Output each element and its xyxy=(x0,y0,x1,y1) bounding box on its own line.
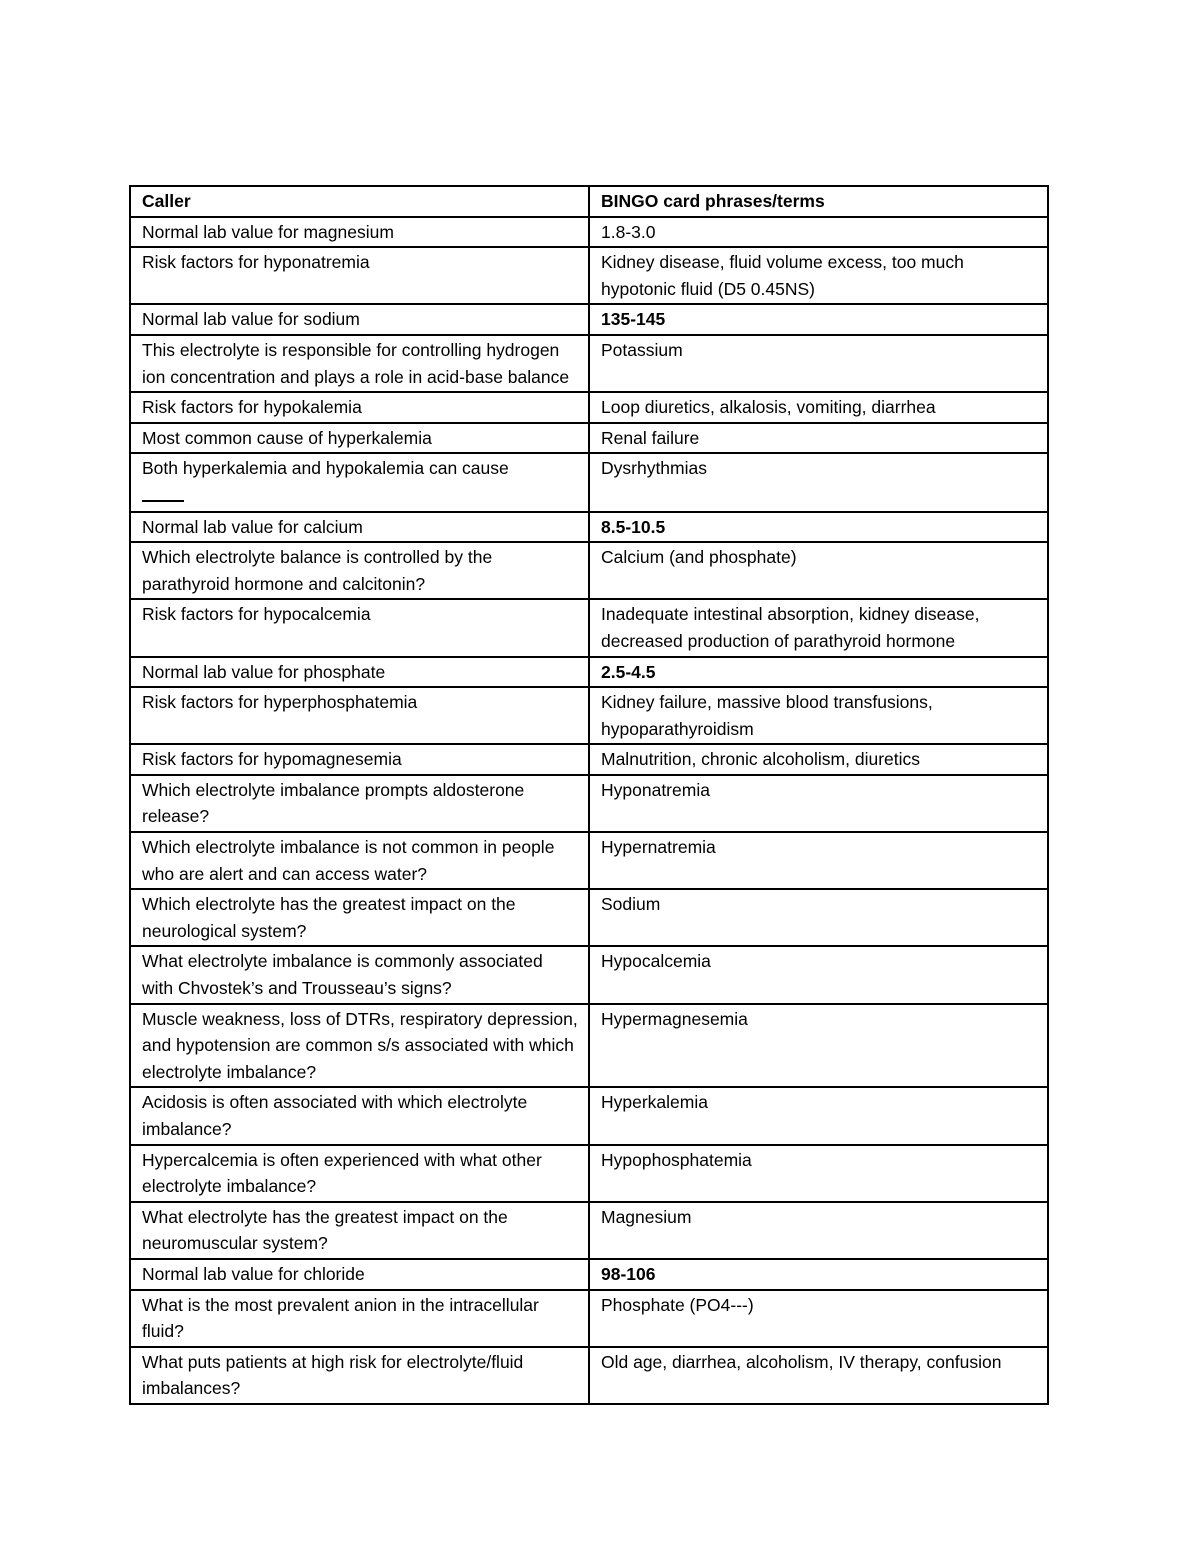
term-cell: Kidney disease, fluid volume excess, too much hypotonic fluid (D5 0.45NS) xyxy=(589,247,1048,304)
caller-cell: Normal lab value for magnesium xyxy=(130,217,589,248)
table-row xyxy=(130,247,1048,304)
table-row xyxy=(130,512,1048,543)
table-row xyxy=(130,542,1048,599)
term-cell: Hypernatremia xyxy=(589,832,1048,889)
table-row xyxy=(130,1290,1048,1347)
table-row xyxy=(130,335,1048,392)
caller-cell: What electrolyte has the greatest impact on the neuromuscular system? xyxy=(130,1202,589,1259)
table-row xyxy=(130,832,1048,889)
bingo-table xyxy=(129,185,1049,1405)
caller-cell: Hypercalcemia is often experienced with what other electrolyte imbalance? xyxy=(130,1145,589,1202)
caller-cell: Risk factors for hypocalcemia xyxy=(130,599,589,656)
term-cell: Phosphate (PO4---) xyxy=(589,1290,1048,1347)
table-row xyxy=(130,1145,1048,1202)
header-caller: Caller xyxy=(130,186,589,217)
term-cell: Sodium xyxy=(589,889,1048,946)
term-cell: Potassium xyxy=(589,335,1048,392)
table-row xyxy=(130,744,1048,775)
table-row xyxy=(130,657,1048,688)
caller-cell: Which electrolyte imbalance is not common in people who are alert and can access water? xyxy=(130,832,589,889)
term-cell: Old age, diarrhea, alcoholism, IV therapy, confusion xyxy=(589,1347,1048,1404)
table-header-row xyxy=(130,186,1048,217)
term-cell: Hypophosphatemia xyxy=(589,1145,1048,1202)
term-cell: Hypocalcemia xyxy=(589,946,1048,1003)
term-cell: Hyperkalemia xyxy=(589,1087,1048,1144)
term-cell: Hypermagnesemia xyxy=(589,1004,1048,1088)
table-row xyxy=(130,889,1048,946)
table-row xyxy=(130,304,1048,335)
table-row xyxy=(130,775,1048,832)
term-cell: 135-145 xyxy=(589,304,1048,335)
table-row xyxy=(130,423,1048,454)
caller-cell: Normal lab value for sodium xyxy=(130,304,589,335)
caller-cell: What electrolyte imbalance is commonly associated with Chvostek’s and Trousseau’s signs? xyxy=(130,946,589,1003)
caller-cell: Muscle weakness, loss of DTRs, respiratory depression, and hypotension are common s/s associated with which electrolyte imbalance? xyxy=(130,1004,589,1088)
table-row xyxy=(130,453,1048,511)
caller-cell: This electrolyte is responsible for controlling hydrogen ion concentration and plays a role in acid-base balance xyxy=(130,335,589,392)
caller-cell: What puts patients at high risk for electrolyte/fluid imbalances? xyxy=(130,1347,589,1404)
fill-in-blank xyxy=(142,482,184,502)
term-cell: Dysrhythmias xyxy=(589,453,1048,511)
term-cell: Magnesium xyxy=(589,1202,1048,1259)
caller-cell: Which electrolyte has the greatest impact on the neurological system? xyxy=(130,889,589,946)
caller-cell: Which electrolyte imbalance prompts aldosterone release? xyxy=(130,775,589,832)
table-row xyxy=(130,217,1048,248)
caller-cell: Normal lab value for phosphate xyxy=(130,657,589,688)
caller-cell: Normal lab value for calcium xyxy=(130,512,589,543)
term-cell: Calcium (and phosphate) xyxy=(589,542,1048,599)
caller-cell: Risk factors for hypokalemia xyxy=(130,392,589,423)
term-cell: Kidney failure, massive blood transfusions, hypoparathyroidism xyxy=(589,687,1048,744)
table-row xyxy=(130,687,1048,744)
caller-cell-with-blank xyxy=(130,453,589,511)
term-cell: Renal failure xyxy=(589,423,1048,454)
term-cell: 8.5-10.5 xyxy=(589,512,1048,543)
caller-cell: Risk factors for hyponatremia xyxy=(130,247,589,304)
caller-cell: Most common cause of hyperkalemia xyxy=(130,423,589,454)
term-cell: Loop diuretics, alkalosis, vomiting, diarrhea xyxy=(589,392,1048,423)
table-row xyxy=(130,599,1048,656)
table-row xyxy=(130,1202,1048,1259)
table-row xyxy=(130,1004,1048,1088)
term-cell: Hyponatremia xyxy=(589,775,1048,832)
caller-cell: What is the most prevalent anion in the intracellular fluid? xyxy=(130,1290,589,1347)
table-row xyxy=(130,392,1048,423)
header-bingo-terms: BINGO card phrases/terms xyxy=(589,186,1048,217)
caller-cell: Risk factors for hypomagnesemia xyxy=(130,744,589,775)
term-cell: 98-106 xyxy=(589,1259,1048,1290)
term-cell: Inadequate intestinal absorption, kidney disease, decreased production of parathyroid hormone xyxy=(589,599,1048,656)
caller-cell: Normal lab value for chloride xyxy=(130,1259,589,1290)
table-row xyxy=(130,1347,1048,1404)
document-page xyxy=(129,185,1047,1405)
term-cell: 2.5-4.5 xyxy=(589,657,1048,688)
table-row xyxy=(130,1259,1048,1290)
term-cell: 1.8-3.0 xyxy=(589,217,1048,248)
caller-cell: Risk factors for hyperphosphatemia xyxy=(130,687,589,744)
caller-text: Both hyperkalemia and hypokalemia can cause xyxy=(142,458,509,479)
caller-cell: Acidosis is often associated with which electrolyte imbalance? xyxy=(130,1087,589,1144)
caller-cell: Which electrolyte balance is controlled by the parathyroid hormone and calcitonin? xyxy=(130,542,589,599)
table-row xyxy=(130,1087,1048,1144)
term-cell: Malnutrition, chronic alcoholism, diuretics xyxy=(589,744,1048,775)
table-row xyxy=(130,946,1048,1003)
